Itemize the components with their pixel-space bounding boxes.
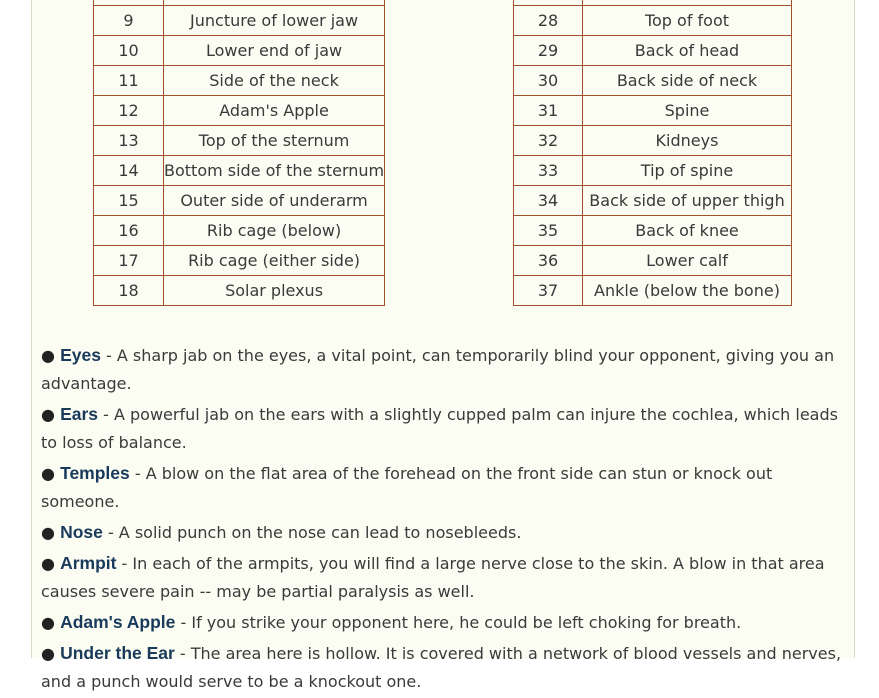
point-description: Back of head — [583, 36, 792, 66]
note-term: Under the Ear — [60, 643, 175, 663]
point-number: 12 — [94, 96, 164, 126]
point-description: Spine — [583, 96, 792, 126]
point-number: 32 — [514, 126, 583, 156]
point-number: 16 — [94, 216, 164, 246]
point-description: Bottom side of the sternum — [164, 156, 385, 186]
list-item — [41, 549, 849, 606]
note-text: - A solid punch on the nose can lead to nosebleeds. — [102, 523, 522, 542]
list-item — [41, 341, 849, 398]
list-item — [41, 608, 849, 637]
bullet-icon: ● — [41, 346, 55, 365]
note-text: - A powerful jab on the ears with a slightly cupped palm can injure the cochlea, which leads to loss of balance. — [41, 405, 838, 452]
point-number: 35 — [514, 216, 583, 246]
point-number: 28 — [514, 6, 583, 36]
note-term: Armpit — [60, 553, 117, 573]
pressure-point-notes — [41, 341, 849, 698]
bullet-icon: ● — [41, 644, 55, 663]
note-term: Adam's Apple — [60, 612, 176, 632]
list-item — [41, 518, 849, 547]
table-row — [514, 66, 792, 96]
table-row — [514, 96, 792, 126]
table-row — [514, 156, 792, 186]
table-row — [514, 36, 792, 66]
note-term: Nose — [60, 522, 103, 542]
point-number: 18 — [94, 276, 164, 306]
table-row — [94, 216, 385, 246]
point-description: Adam's Apple — [164, 96, 385, 126]
table-row — [514, 276, 792, 306]
point-description: Juncture of lower jaw — [164, 6, 385, 36]
table-row — [94, 6, 385, 36]
bullet-icon: ● — [41, 464, 55, 483]
point-number: 17 — [94, 246, 164, 276]
table-row — [514, 186, 792, 216]
point-description: Back side of upper thigh — [583, 186, 792, 216]
note-text: - The area here is hollow. It is covered with a network of blood vessels and nerves, and a punch would serve to be a knockout one. — [41, 644, 842, 691]
pressure-points-table-left — [93, 0, 385, 306]
bullet-icon: ● — [41, 405, 55, 424]
point-description: Tip of spine — [583, 156, 792, 186]
point-description: Back side of neck — [583, 66, 792, 96]
point-description: Side of the neck — [164, 66, 385, 96]
point-number: 13 — [94, 126, 164, 156]
note-text: - A sharp jab on the eyes, a vital point, can temporarily blind your opponent, giving you an advantage. — [41, 346, 835, 393]
point-description: Rib cage (either side) — [164, 246, 385, 276]
point-number: 31 — [514, 96, 583, 126]
table-row — [94, 126, 385, 156]
table-row — [94, 96, 385, 126]
point-number: 33 — [514, 156, 583, 186]
table-row — [514, 246, 792, 276]
point-description: Outer side of underarm — [164, 186, 385, 216]
table-row — [94, 276, 385, 306]
point-description: Top of the sternum — [164, 126, 385, 156]
bullet-icon: ● — [41, 554, 55, 573]
point-number: 34 — [514, 186, 583, 216]
point-description: Solar plexus — [164, 276, 385, 306]
table-row — [514, 6, 792, 36]
point-number: 29 — [514, 36, 583, 66]
pressure-points-table-right — [513, 0, 792, 306]
point-number: 15 — [94, 186, 164, 216]
list-item — [41, 400, 849, 457]
point-number: 11 — [94, 66, 164, 96]
point-number: 30 — [514, 66, 583, 96]
point-description: Rib cage (below) — [164, 216, 385, 246]
table-row — [94, 186, 385, 216]
point-number: 14 — [94, 156, 164, 186]
point-description: Top of foot — [583, 6, 792, 36]
list-item — [41, 639, 849, 696]
point-description: Lower end of jaw — [164, 36, 385, 66]
point-number: 36 — [514, 246, 583, 276]
list-item — [41, 459, 849, 516]
note-text: - If you strike your opponent here, he could be left choking for breath. — [175, 613, 742, 632]
table-row — [94, 156, 385, 186]
note-text: - In each of the armpits, you will find a large nerve close to the skin. A blow in that area causes severe pain -- may be partial paralysis as well. — [41, 554, 825, 601]
content-panel — [31, 0, 855, 691]
point-description: Lower calf — [583, 246, 792, 276]
bullet-icon: ● — [41, 613, 55, 632]
table-row — [514, 216, 792, 246]
point-number: 37 — [514, 276, 583, 306]
table-row — [94, 36, 385, 66]
point-number: 9 — [94, 6, 164, 36]
note-text: - A blow on the flat area of the forehead on the front side can stun or knock out someone. — [41, 464, 773, 511]
note-term: Eyes — [60, 345, 101, 365]
note-term: Ears — [60, 404, 99, 424]
table-row — [94, 66, 385, 96]
point-description: Back of knee — [583, 216, 792, 246]
table-row — [514, 126, 792, 156]
table-row — [94, 246, 385, 276]
point-number: 10 — [94, 36, 164, 66]
note-term: Temples — [60, 463, 130, 483]
bullet-icon: ● — [41, 523, 55, 542]
point-description: Ankle (below the bone) — [583, 276, 792, 306]
point-description: Kidneys — [583, 126, 792, 156]
